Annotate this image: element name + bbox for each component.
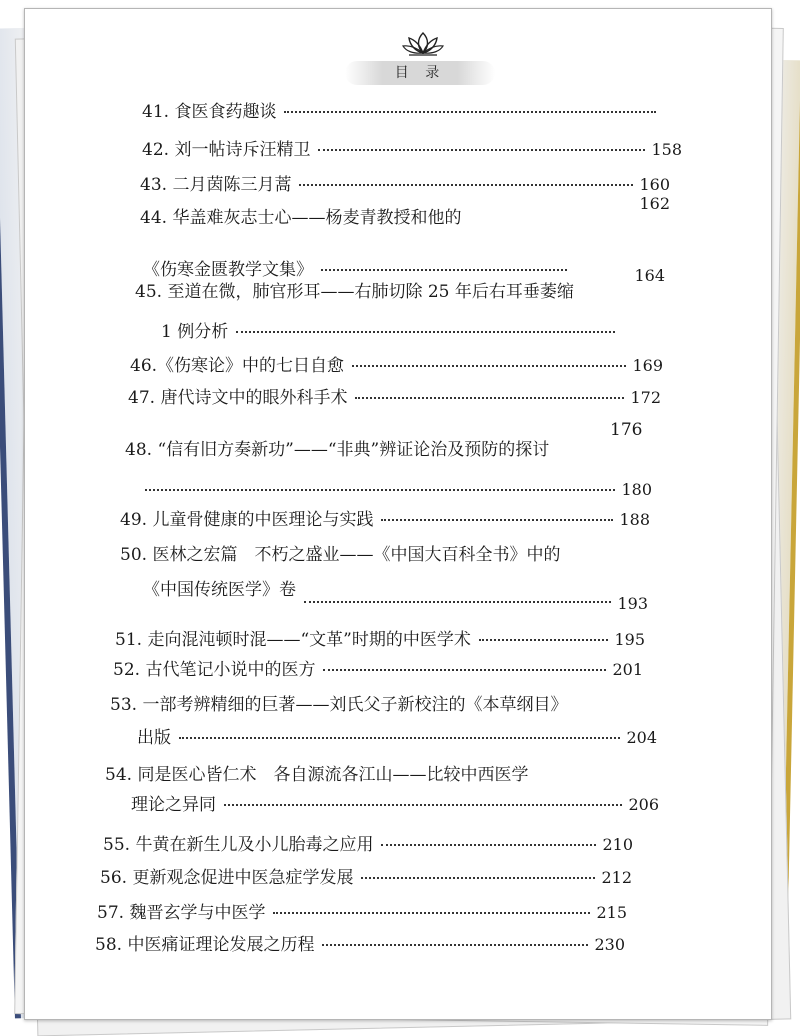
toc-entry: 44. 华盖难灰志士心——杨麦青教授和他的 162 xyxy=(140,194,670,228)
toc-entry: 41. 食医食药趣谈 xyxy=(142,101,662,123)
toc-entry: 46.《伤寒论》中的七日自愈 169 xyxy=(130,356,663,376)
toc-entry: 55. 牛黄在新生儿及小儿胎毒之应用 210 xyxy=(103,835,633,855)
toc-entry: 50. 医林之宏篇 不朽之盛业——《中国大百科全书》中的 xyxy=(120,545,561,565)
toc-entry: 51. 走向混沌顿时混——“文革”时期的中医学术 195 xyxy=(115,630,645,650)
toc-entry: 53. 一部考辨精细的巨著——刘氏父子新校注的《本草纲目》 xyxy=(110,695,568,715)
toc-entry: 《中国传统医学》卷 193 xyxy=(143,580,648,613)
toc-entry: 1 例分析 xyxy=(161,321,621,343)
toc-entry: 《伤寒金匮教学文集》 xyxy=(143,259,573,281)
page-title: 目 录 xyxy=(345,61,495,85)
toc-entry: 48. “信有旧方奏新功”——“非典”辨证论治及预防的探讨 xyxy=(125,440,550,460)
toc-entry: 42. 刘一帖诗斥汪精卫 158 xyxy=(142,140,682,160)
toc-entry: 52. 古代笔记小说中的医方 201 xyxy=(113,660,643,680)
toc-page xyxy=(24,8,772,1020)
toc-entry: 47. 唐代诗文中的眼外科手术 172 xyxy=(128,388,661,408)
toc-list xyxy=(25,9,771,1019)
toc-entry: 出版 204 xyxy=(137,728,657,748)
toc-entry: 43. 二月茵陈三月蒿 160 xyxy=(140,175,670,195)
toc-entry: 54. 同是医心皆仁术 各自源流各江山——比较中西医学 xyxy=(105,765,529,785)
toc-entry: 45. 至道在微，肺官形耳——右肺切除 25 年后右耳垂萎缩 164 xyxy=(135,266,665,302)
toc-entry: 理论之异同 206 xyxy=(131,795,659,815)
toc-entry: 56. 更新观念促进中医急症学发展 212 xyxy=(100,868,632,888)
toc-entry: 58. 中医痛证理论发展之历程 230 xyxy=(95,935,625,955)
toc-entry: 180 xyxy=(137,479,652,501)
toc-entry: 49. 儿童骨健康的中医理论与实践 188 xyxy=(120,510,650,530)
toc-page-number: 176 xyxy=(610,420,643,440)
toc-entry: 57. 魏晋玄学与中医学 215 xyxy=(97,903,627,923)
